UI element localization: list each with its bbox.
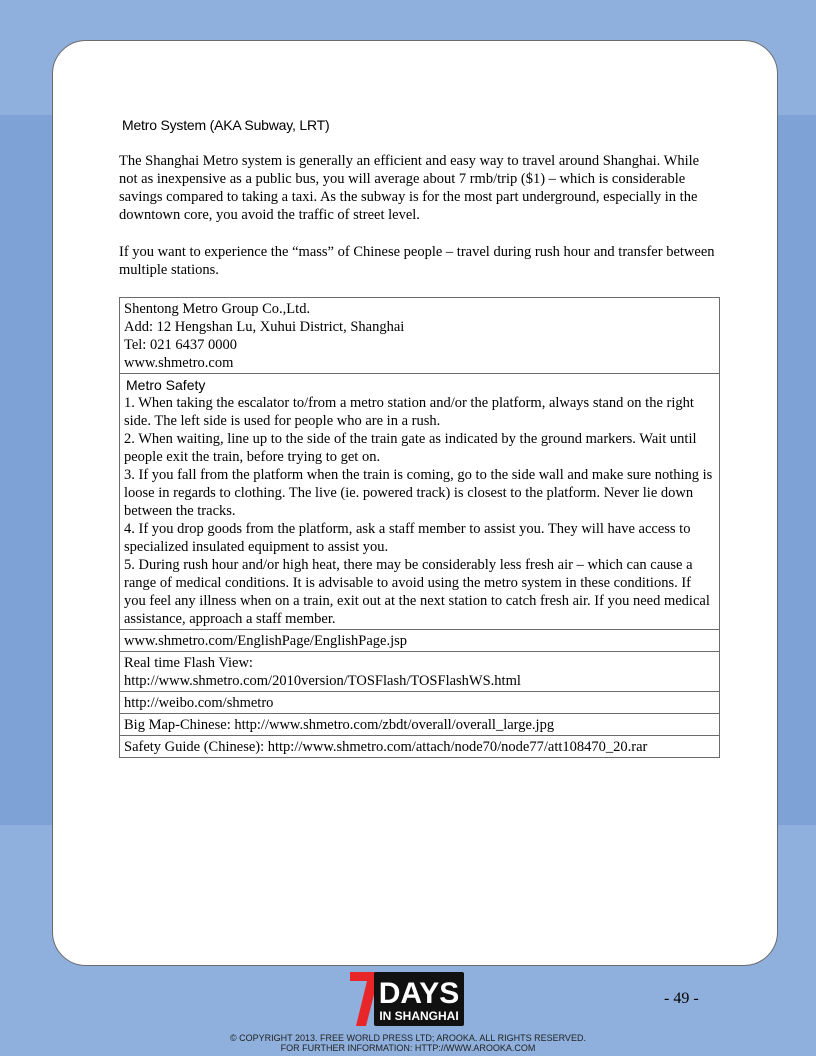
table-row (120, 714, 720, 736)
table-row (120, 652, 720, 692)
company-name: Shentong Metro Group Co.,Ltd. (124, 301, 311, 317)
table-row (120, 298, 720, 374)
company-address: Add: 12 Hengshan Lu, Xuhui District, Shanghai (124, 319, 405, 335)
copyright-notice (0, 1033, 816, 1053)
safety-item: 3. If you fall from the platform when the train is coming, go to the side wall and make sure nothing is loose in regards to clothing. The live (ie. powered track) is closest to the platform. Never lie down between the tracks. (124, 467, 713, 519)
flash-view-cell (120, 652, 720, 692)
page-number: - 49 - (664, 990, 699, 1007)
table-row (120, 374, 720, 630)
weibo-link[interactable]: http://weibo.com/shmetro (120, 692, 720, 714)
section-heading: Metro System (AKA Subway, LRT) (122, 117, 330, 133)
safety-cell (120, 374, 720, 630)
table-row (120, 736, 720, 758)
table-row (120, 630, 720, 652)
copyright-line: © COPYRIGHT 2013. FREE WORLD PRESS LTD; AROOKA. ALL RIGHTS RESERVED. (230, 1033, 586, 1043)
rush-hour-paragraph: If you want to experience the “mass” of Chinese people – travel during rush hour and transfer between multiple stations. (119, 244, 715, 278)
logo-seven-shape (350, 972, 378, 1026)
safety-title: Metro Safety (126, 377, 206, 393)
company-website-link[interactable]: www.shmetro.com (124, 355, 234, 371)
safety-item: 1. When taking the escalator to/from a metro station and/or the platform, always stand on the right side. The left side is used for people who are in a rush. (124, 395, 694, 429)
flash-view-link[interactable]: http://www.shmetro.com/2010version/TOSFlash/TOSFlashWS.html (124, 673, 521, 689)
company-phone: Tel: 021 6437 0000 (124, 337, 237, 353)
safety-guide-link[interactable]: Safety Guide (Chinese): http://www.shmetro.com/attach/node70/node77/att108470_20.rar (120, 736, 720, 758)
further-info-line: FOR FURTHER INFORMATION: HTTP://WWW.AROOKA.COM (280, 1043, 536, 1053)
safety-item: 5. During rush hour and/or high heat, there may be considerably less fresh air – which can cause a range of medical conditions. It is advisable to avoid using the metro system in these conditions. If you feel any illness when on a train, exit out at the next station to catch fresh air. If you need medical assistance, approach a staff member. (124, 557, 710, 627)
table-row (120, 692, 720, 714)
safety-item: 4. If you drop goods from the platform, ask a staff member to assist you. They will have access to specialized insulated equipment to assist you. (124, 521, 691, 555)
intro-paragraph: The Shanghai Metro system is generally an efficient and easy way to travel around Shanghai. While not as inexpensive as a public bus, you will average about 7 rmb/trip ($1) – which is considerable savings compared to taking a taxi. As the subway is for the most part underground, especially in the downtown core, you avoid the traffic of street level. (119, 153, 700, 223)
big-map-link[interactable]: Big Map-Chinese: http://www.shmetro.com/zbdt/overall/overall_large.jpg (120, 714, 720, 736)
logo-subtitle: IN SHANGHAI (379, 1009, 459, 1023)
7days-logo (348, 970, 466, 1028)
flash-view-label: Real time Flash View: (124, 655, 253, 671)
logo-word: DAYS (378, 977, 460, 1010)
english-page-link[interactable]: www.shmetro.com/EnglishPage/EnglishPage.jsp (120, 630, 720, 652)
contact-cell (120, 298, 720, 374)
metro-info-table (119, 297, 720, 758)
safety-item: 2. When waiting, line up to the side of the train gate as indicated by the ground markers. Wait until people exit the train, before trying to get on. (124, 431, 697, 465)
